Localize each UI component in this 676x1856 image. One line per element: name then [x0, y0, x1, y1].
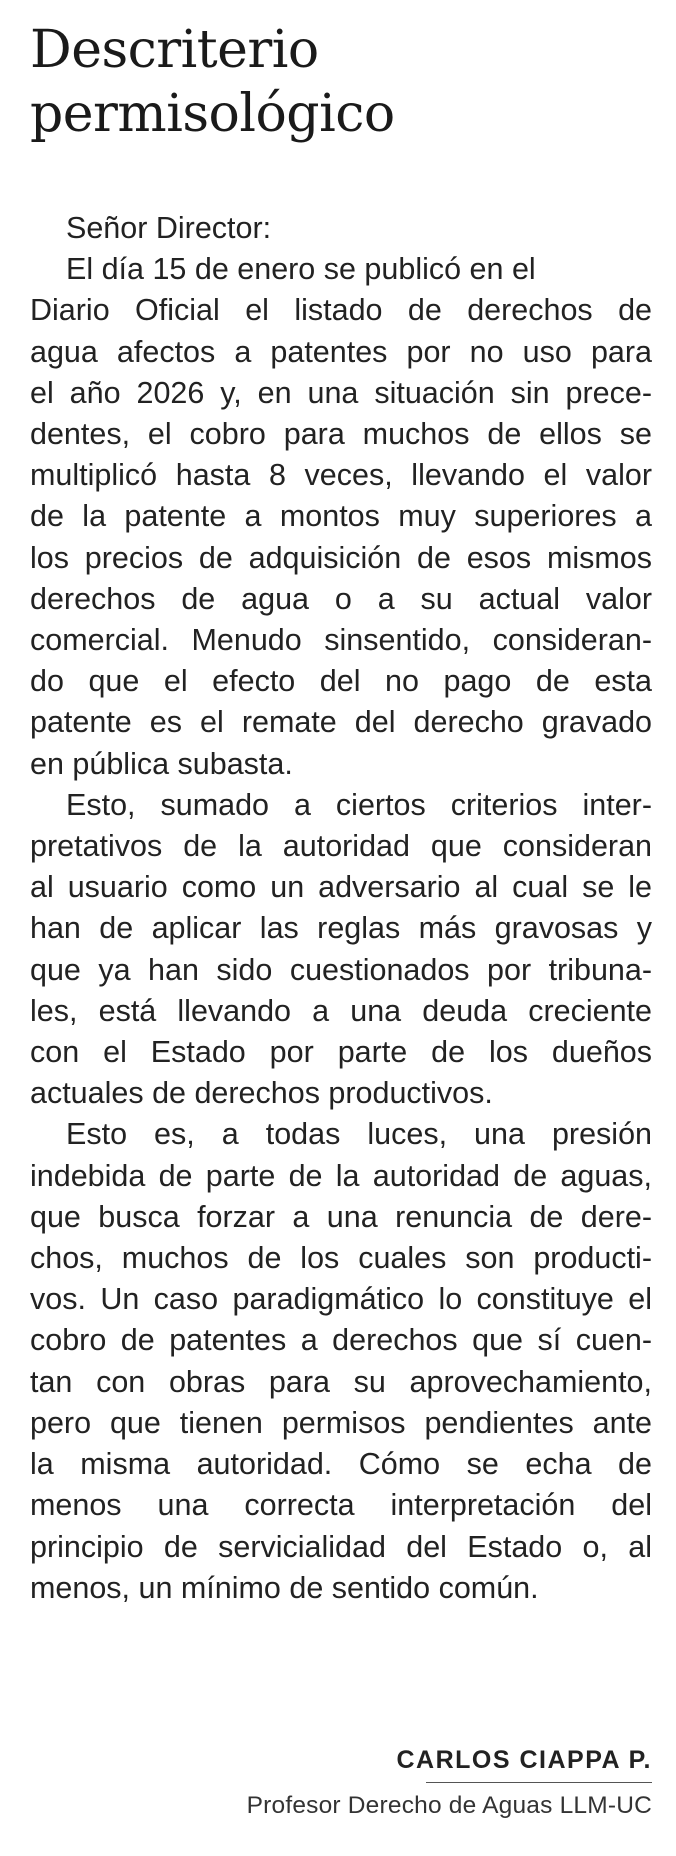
body-line: con el Estado por parte de los dueños [30, 1035, 652, 1070]
body-line: han de aplicar las reglas más gravosas y [30, 911, 652, 946]
body-line: actuales de derechos productivos. [30, 1076, 493, 1111]
body-line: Diario Oficial el listado de derechos de [30, 293, 652, 328]
body-line: los precios de adquisición de esos mismos [30, 540, 652, 575]
body-line: comercial. Menudo sinsentido, consideran- [30, 623, 652, 658]
body-line: les, está llevando a una deuda creciente [30, 993, 652, 1028]
body-line: Esto es, a todas luces, una presión [66, 1117, 652, 1152]
body-line: menos una correcta interpretación del [30, 1488, 652, 1523]
body-line: tan con obras para su aprovechamiento, [30, 1364, 652, 1399]
body-line: derechos de agua o a su actual valor [30, 581, 652, 616]
signature-divider [426, 1782, 652, 1783]
author-role: Profesor Derecho de Aguas LLM-UC [246, 1792, 652, 1819]
body-line: pretativos de la autoridad que consideran [30, 829, 652, 864]
body-line: menos, un mínimo de sentido común. [30, 1570, 539, 1605]
body-line: de la patente a montos muy superiores a [30, 499, 652, 534]
body-line: cobro de patentes a derechos que sí cuen- [30, 1323, 652, 1358]
headline-line-1: Descriterio [30, 20, 319, 80]
body-line: que busca forzar a una renuncia de dere- [30, 1199, 652, 1234]
body-line: pero que tienen permisos pendientes ante [30, 1405, 652, 1440]
body-line: la misma autoridad. Cómo se echa de [30, 1447, 652, 1482]
body-line: vos. Un caso paradigmático lo constituye el [30, 1282, 652, 1317]
body-line: El día 15 de enero se publicó en el [66, 252, 536, 287]
body-line: do que el efecto del no pago de esta [30, 664, 652, 699]
body-line: el año 2026 y, en una situación sin prece- [30, 375, 652, 410]
letter-article [30, 18, 652, 1609]
body-line: que ya han sido cuestionados por tribuna- [30, 952, 652, 987]
body-line: patente es el remate del derecho gravado [30, 705, 652, 740]
author-name: CARLOS CIAPPA P. [396, 1746, 652, 1774]
body-line: al usuario como un adversario al cual se le [30, 870, 652, 905]
body-line: dentes, el cobro para muchos de ellos se [30, 417, 652, 452]
body-line: chos, muchos de los cuales son producti- [30, 1241, 652, 1276]
body-line: principio de servicialidad del Estado o, al [30, 1529, 652, 1564]
headline [30, 18, 652, 146]
body-line: agua afectos a patentes por no uso para [30, 334, 652, 369]
headline-line-2: permisológico [30, 84, 395, 144]
signature-block [247, 1744, 652, 1823]
body-line: Esto, sumado a ciertos criterios inter- [66, 787, 652, 822]
body-line: indebida de parte de la autoridad de aguas, [30, 1158, 652, 1193]
body-line: multiplicó hasta 8 veces, llevando el valor [30, 458, 652, 493]
body-line: Señor Director: [66, 211, 272, 245]
body-line: en pública subasta. [30, 746, 293, 781]
letter-body [30, 208, 652, 1609]
